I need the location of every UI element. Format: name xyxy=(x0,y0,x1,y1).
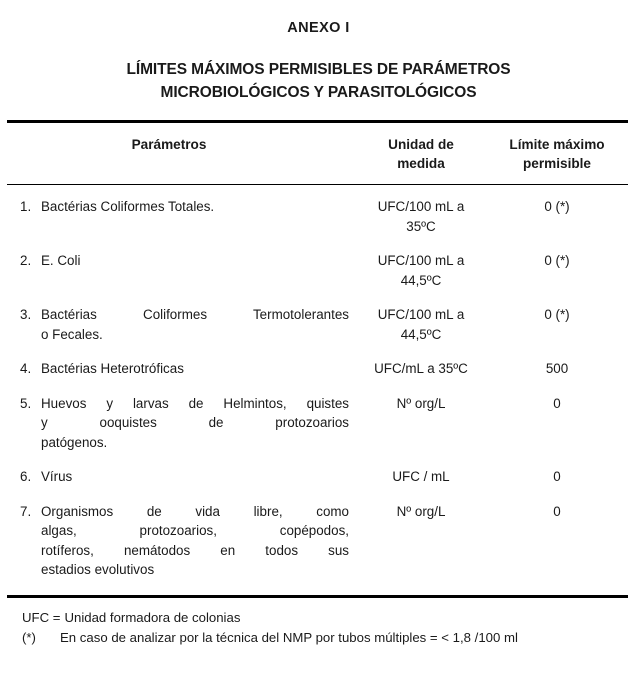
limit-cell xyxy=(487,305,627,325)
parameter-text-line: E. Coli xyxy=(41,253,81,269)
parameter-text-line: Bactérias Coliformes Termotolerantes xyxy=(41,307,349,323)
parameter-cell xyxy=(7,359,355,379)
footnotes-block xyxy=(7,598,628,648)
footnote-line xyxy=(7,608,628,628)
unit-cell xyxy=(355,394,487,414)
parameter-cell xyxy=(7,305,355,344)
parameter-text-line: rotíferos, nemátodos en todos sus xyxy=(41,542,349,558)
parameter-text xyxy=(41,502,355,580)
page-title-line-2: MICROBIOLÓGICOS Y PARASITOLÓGICOS xyxy=(160,84,477,101)
parameter-text xyxy=(41,394,355,453)
parameter-text-line: Vírus xyxy=(41,469,73,485)
header-cell-parametros xyxy=(7,136,355,155)
footnote-value: En caso de analizar por la técnica del NMP por tubos múltiples = < 1,8 /100 ml xyxy=(60,629,518,645)
table-row xyxy=(7,359,628,379)
table-row xyxy=(7,251,628,290)
unit-text-line: UFC/mL a 35ºC xyxy=(374,361,468,377)
parameter-cell xyxy=(7,502,355,580)
parameter-text-line: algas, protozoarios, copépodos, xyxy=(41,523,349,539)
parameter-cell xyxy=(7,197,355,217)
unit-text-line: Nº org/L xyxy=(396,395,446,411)
limit-text-line: 0 xyxy=(553,503,561,519)
row-number: 4. xyxy=(20,361,32,377)
limit-cell xyxy=(487,394,627,414)
header-label-parametros: Parámetros xyxy=(131,137,207,152)
limit-cell xyxy=(487,359,627,379)
row-number: 5. xyxy=(20,395,32,411)
title-block xyxy=(0,0,637,104)
parameter-text-line: o Fecales. xyxy=(41,326,103,342)
limit-text-line: 0 xyxy=(553,469,561,485)
table-row xyxy=(7,305,628,344)
unit-text-line: UFC/100 mL a xyxy=(377,253,465,269)
unit-text-line: UFC / mL xyxy=(392,469,450,485)
parameter-text xyxy=(41,197,355,217)
parameters-table xyxy=(7,120,628,598)
unit-cell xyxy=(355,197,487,236)
header-label-unidad-line-2: medida xyxy=(397,155,445,171)
unit-text-line: Nº org/L xyxy=(396,503,446,519)
table-row xyxy=(7,394,628,453)
table-row xyxy=(7,502,628,580)
parameter-text-line: Bactérias Heterotróficas xyxy=(41,361,184,377)
parameter-text-line: y ooquistes de protozoarios xyxy=(41,415,349,431)
limit-text-line: 0 xyxy=(553,395,561,411)
unit-cell xyxy=(355,359,487,379)
limit-text-line: 0 (*) xyxy=(544,307,570,323)
unit-text-line: 35ºC xyxy=(406,218,436,234)
unit-cell xyxy=(355,305,487,344)
footnote-key: (*) xyxy=(22,629,36,645)
table-header-row xyxy=(7,123,628,184)
parameter-text-line: Bactérias Coliformes Totales. xyxy=(41,199,215,215)
limit-cell xyxy=(487,197,627,217)
annex-title: ANEXO I xyxy=(287,20,350,36)
unit-text-line: 44,5ºC xyxy=(400,326,442,342)
limit-cell xyxy=(487,467,627,487)
limit-text-line: 0 (*) xyxy=(544,253,570,269)
parameter-text-line: estadios evolutivos xyxy=(41,562,155,578)
parameter-text-line: Organismos de vida libre, como xyxy=(41,503,349,519)
limit-cell xyxy=(487,502,627,522)
unit-text-line: UFC/100 mL a xyxy=(377,199,465,215)
header-label-limite-line-2: permisible xyxy=(523,155,591,171)
header-cell-limite-maximo xyxy=(487,136,627,173)
unit-cell xyxy=(355,502,487,522)
header-label-unidad-line-1: Unidad de xyxy=(388,137,454,152)
row-number: 3. xyxy=(20,307,32,323)
header-label-limite-line-1: Límite máximo xyxy=(509,137,605,152)
footnote-key: UFC = xyxy=(22,609,61,625)
parameter-text-line: Huevos y larvas de Helmintos, quistes xyxy=(41,395,349,411)
parameter-text xyxy=(41,251,355,271)
row-number: 1. xyxy=(20,199,32,215)
parameter-text xyxy=(41,305,355,344)
header-cell-unidad-medida xyxy=(355,136,487,173)
unit-text-line: UFC/100 mL a xyxy=(377,307,465,323)
limit-text-line: 0 (*) xyxy=(544,199,570,215)
parameter-cell xyxy=(7,251,355,271)
footnote-line xyxy=(7,628,628,648)
unit-text-line: 44,5ºC xyxy=(400,272,442,288)
parameter-text xyxy=(41,359,355,379)
table-row xyxy=(7,467,628,487)
limit-text-line: 500 xyxy=(545,361,569,377)
table-bottom-rule xyxy=(7,595,628,598)
table-body xyxy=(7,185,628,580)
page-title xyxy=(0,58,637,104)
unit-cell xyxy=(355,251,487,290)
footnote-value: Unidad formadora de colonias xyxy=(64,609,241,625)
row-number: 2. xyxy=(20,253,32,269)
limit-cell xyxy=(487,251,627,271)
parameter-cell xyxy=(7,467,355,487)
parameter-text-line: patógenos. xyxy=(41,434,108,450)
page-title-line-1: LÍMITES MÁXIMOS PERMISIBLES DE PARÁMETROS xyxy=(126,61,511,78)
parameter-text xyxy=(41,467,355,487)
row-number: 7. xyxy=(20,503,32,519)
table-row xyxy=(7,197,628,236)
parameter-cell xyxy=(7,394,355,453)
row-number: 6. xyxy=(20,469,32,485)
unit-cell xyxy=(355,467,487,487)
